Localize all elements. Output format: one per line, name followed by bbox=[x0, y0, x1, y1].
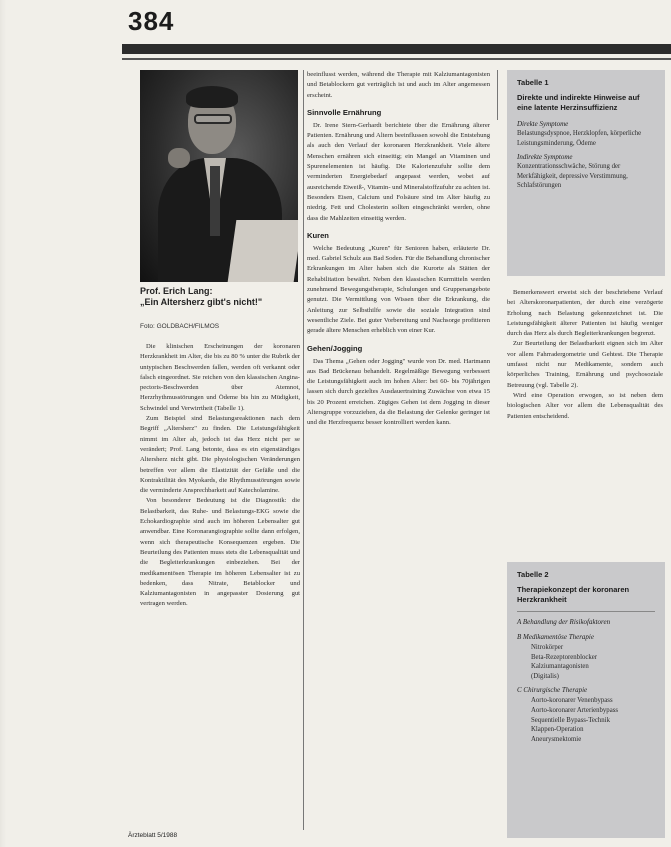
table-2-title: Therapiekonzept der koronaren Herzkrankheit bbox=[517, 585, 630, 604]
photo-credit: Foto: GOLDBACH/FILMOS bbox=[140, 323, 220, 330]
table-2-section-c: C Chirurgische Therapie bbox=[517, 686, 588, 695]
col1-paragraph: Zum Beispiel sind Belastungsreaktionen nach dem Begriff „Altersherz" zu finden. Die Leistungsfähigkeit nimmt im Alter ab, jedoch ist das Herz nicht per se verändert; Prof. Lang betonte, dass es ein eigenständiges Altersherz nicht gibt. Die physiologischen Veränderungen betreffen vor allem die Elastizität der Gefäße und die Kontraktilität des Myokards, die Rhythmusstörungen sowie die verminderte Ansprechbarkeit auf Katecholamine. bbox=[140, 415, 300, 495]
article-column-3 bbox=[507, 288, 663, 534]
photo-hand bbox=[168, 148, 190, 168]
article-column-1 bbox=[140, 342, 300, 832]
col3-paragraph: Zur Beurteilung der Belastbarkeit eignen sich im Alter vor allem Fahrradergometrie und Gehtest. Die Therapie umfasst nicht nur Medikamente, sondern auch körperliches Training, Ernährung und psychosoziale Betreuung (vgl. Tabelle 2). bbox=[507, 340, 663, 389]
col2-paragraph: Welche Bedeutung „Kuren" für Senioren haben, erläuterte Dr. med. Gabriel Schulz aus Bad Soden. Für die Behandlung chronischer Erkrankungen im Alter haben sich die Kurorte als Stätten der Rehabilitation bewährt. Neben den klassischen Kurmitteln werden zunehmend Bewegungstherapie, Schulungen und Gruppenangebote genutzt. Die Vermittlung von Wissen über die Erkrankung, die Anleitung zur Selbsthilfe sowie die soziale Integration sind wesentliche Ziele. Bei guter Vorbereitung und Nachsorge profitieren gerade ältere Menschen erheblich von einer Kur. bbox=[307, 244, 490, 335]
table-1-indirect-heading: Indirekte Symptome bbox=[517, 153, 573, 161]
article-column-2 bbox=[307, 70, 490, 830]
table-1-box bbox=[507, 70, 665, 276]
photo-glasses bbox=[194, 114, 232, 124]
table-2-label: Tabelle 2 bbox=[517, 570, 549, 579]
table-2-item: (Digitalis) bbox=[531, 672, 559, 680]
table-2-item: Beta-Rezeptorenblocker bbox=[531, 653, 598, 661]
section-heading-ernaehrung: Sinnvolle Ernährung bbox=[307, 107, 382, 117]
table-2-item: Klappen-Operation bbox=[531, 726, 584, 734]
table-2-box bbox=[507, 562, 665, 838]
section-heading-jogging: Gehen/Jogging bbox=[307, 343, 363, 353]
photo-hair bbox=[186, 86, 238, 108]
col3-paragraph: Wird eine Operation erwogen, so ist neben dem biologischen Alter vor allem die Lebensqualität des Patienten entscheidend. bbox=[507, 391, 663, 420]
table-1-direct-heading: Direkte Symptome bbox=[517, 120, 569, 128]
column-divider bbox=[303, 70, 304, 830]
col3-paragraph: Bemerkenswert erweist sich der beschriebene Verlauf bei Alterskoronarpatienten, der durch eine verzögerte Erholung nach Belastung gekennzeichnet ist. Die Leistungsfähigkeit älterer Patienten ist häufig weniger durch das Herz als durch Begleiterkrankungen begrenzt. bbox=[507, 289, 663, 338]
table-1-indirect-text: Konzentrationsschwäche, Störung der Merkfähigkeit, depressive Verstimmung, Schlafstörungen bbox=[517, 163, 628, 189]
page-number: 384 bbox=[128, 6, 175, 36]
col1-paragraph: Von besonderer Bedeutung ist die Diagnostik: die Belastbarkeit, das Ruhe- und Belastungs-EKG sowie die Echokardiographie sind auch im höheren Lebensalter gut anwendbar. Eine Koronarangiographie sollte dann erfolgen, wenn sich therapeutische Konsequenzen ergeben. Die Beurteilung des Patienten muss stets die Lebensqualität und die Begleiterkrankungen einbeziehen. Bei der medikamentösen Therapie im höheren Lebensalter ist zu bedenken, dass Nitrate, Betablocker und Kalziumantagonisten in angepasster Dosierung gut vertragen werden. bbox=[140, 497, 300, 608]
table-2-section-b: B Medikamentöse Therapie bbox=[517, 633, 594, 641]
page-footer: Ärzteblatt 5/1988 bbox=[128, 832, 178, 839]
speaker-photo bbox=[140, 70, 298, 282]
table-2-item: Nitrokörper bbox=[531, 644, 564, 651]
table-2-item: Aneurysmektomie bbox=[531, 735, 582, 743]
table-1-direct-text: Belastungsdyspnoe, Herzklopfen, körperliche Leistungsminderung, Ödeme bbox=[517, 130, 642, 147]
col2-paragraph: Dr. Irene Stern-Gerhardt berichtete über die Ernährung älterer Patienten. Ernährung und Altern beeinflussen sowohl die Entstehung als auch den Verlauf der koronaren Herzkrankheit. Viele ältere Menschen ernähren sich einseitig; ein Mangel an Vitaminen und Spurenelementen ist häufig. Die Kalorienzufuhr sollte dem verminderten Energiebedarf angepasst werden, wobei auf ausreichende Eiweiß-, Vitamin- und Mineralstoffzufuhr zu achten ist. Besonders Eisen, Calcium und Folsäure sind im Alter häufig zu niedrig. Fett und Cholesterin sollten eingeschränkt werden, ohne dass die Mahlzeiten einseitig werden. bbox=[307, 121, 490, 222]
table-2-item: Aorto-koronarer Arterienbypass bbox=[531, 706, 619, 714]
photo-caption-name: Prof. Erich Lang: bbox=[140, 286, 213, 296]
header-rule bbox=[122, 44, 671, 54]
col2-paragraph: Das Thema „Gehen oder Jogging" wurde von Dr. med. Hartmann aus Bad Brückenau behandelt. Regelmäßige Bewegung verbessert die Leistungsfähigkeit auch im hohen Alter: bei 60- bis 70jährigen lassen sich durch gezieltes Ausdauertraining Zuwächse von etwa 15 bis 20 Prozent erreichen. Zügiges Gehen ist dem Jogging in dieser Altersgruppe vorzuziehen, da die Belastung der Gelenke geringer ist und die Herzfrequenz besser kontrolliert werden kann. bbox=[307, 357, 490, 427]
column-divider bbox=[497, 70, 498, 120]
table-2-item: Aorto-koronarer Venenbypass bbox=[531, 697, 613, 705]
section-heading-kuren: Kuren bbox=[307, 230, 329, 240]
table-2-item: Sequentielle Bypass-Technik bbox=[531, 716, 610, 724]
table-2-section-a: A Behandlung der Risikofaktoren bbox=[517, 618, 611, 626]
photo-tie bbox=[210, 166, 220, 236]
table-2-item: Kalziumantagonisten bbox=[531, 663, 589, 671]
col2-intro: beeinflusst werden, während die Therapie mit Kalziumantagonisten und Betablockern gut verträglich ist und auch im Alter angemessen erscheint. bbox=[307, 71, 490, 99]
col1-paragraph: Die klinischen Erscheinungen der koronaren Herzkrankheit im Alter, die bis zu 80 % unter die Rubrik der untypischen Beschwerden fallen, werden oft verkannt oder falsch eingeordnet. Sie reichen von den klassischen Angina-pectoris-Beschwerden über Atemnot, Herzrhythmusstörungen und Ödeme bis hin zu Müdigkeit, Schwindel und Verwirrtheit (Tabelle 1). bbox=[140, 343, 300, 412]
photo-caption bbox=[140, 286, 310, 308]
table-1-title: Direkte und indirekte Hinweise auf eine latente Herzinsuffizienz bbox=[517, 93, 640, 112]
header-rule-thin bbox=[122, 58, 671, 60]
photo-lectern bbox=[228, 220, 298, 282]
table-2-rule bbox=[517, 611, 655, 612]
table-1-label: Tabelle 1 bbox=[517, 78, 549, 87]
photo-caption-quote: „Ein Altersherz gibt's nicht!" bbox=[140, 297, 263, 307]
